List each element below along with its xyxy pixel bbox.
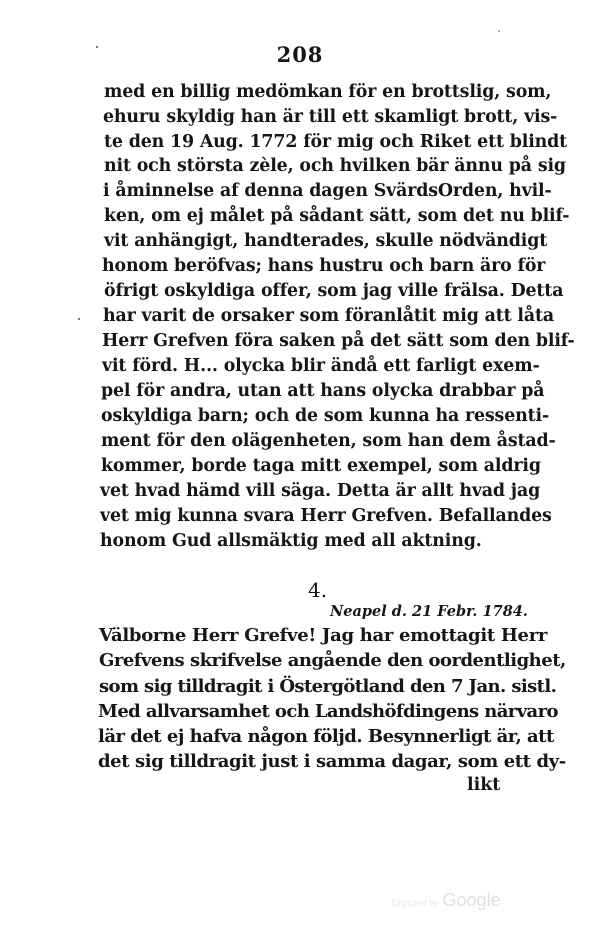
- watermark-small-text: Digitized by: [392, 898, 439, 908]
- text-line-16: kommer, borde taga mitt exempel, som aldrig: [101, 456, 541, 476]
- text-line-7: vit anhängigt, handterades, skulle nödvändigt: [104, 231, 548, 251]
- text-line-3: te den 19 Aug. 1772 för mig och Riket ett blindt: [104, 132, 568, 152]
- letter-line-3: som sig tilldragit i Östergötland den 7 Jan. sistl.: [99, 676, 557, 697]
- letter-line-1: Välborne Herr Grefve! Jag har emottagit Herr: [99, 625, 548, 646]
- text-line-15: ment för den olägenheten, som han dem åstad-: [101, 431, 556, 451]
- letter-line-4: Med allvarsamhet och Landshöfdingens närvaro: [98, 701, 558, 722]
- letter-line-2: Grefvens skrifvelse angående den oordentlighet,: [99, 650, 566, 671]
- text-line-10: har varit de orsaker som föranlåtit mig att låta: [103, 306, 554, 326]
- text-line-18: vet mig kunna svara Herr Grefven. Befallandes: [100, 506, 552, 526]
- text-line-14: oskyldiga barn; och de som kunna ha ressenti-: [101, 406, 550, 426]
- text-line-9: öfrigt oskyldiga offer, som jag ville frälsa. Detta: [104, 281, 564, 301]
- text-line-12: vit förd. H... olycka blir ändå ett farligt exem-: [102, 356, 540, 376]
- paper-speck: [498, 30, 500, 32]
- catchword: likt: [467, 775, 501, 795]
- paper-speck: [96, 46, 98, 48]
- text-line-17: vet hvad hämd vill säga. Detta är allt hvad jag: [100, 481, 541, 501]
- text-line-19: honom Gud allsmäktig med all aktning.: [100, 531, 482, 551]
- section-number: 4.: [308, 578, 328, 602]
- page-number: 208: [276, 42, 324, 67]
- text-line-13: pel för andra, utan att hans olycka drabbar på: [101, 381, 545, 401]
- text-line-4: nit och största zèle, och hvilken bär ännu på sig: [104, 156, 566, 176]
- text-line-6: ken, om ej målet på sådant sätt, som det nu blif-: [104, 206, 570, 226]
- paper-speck: [78, 318, 80, 320]
- text-line-5: i åminnelse af denna dagen SvärdsOrden, hvil-: [103, 181, 552, 201]
- digitization-watermark: [392, 890, 501, 911]
- text-line-11: Herr Grefven föra saken på det sätt som den blif-: [102, 331, 575, 351]
- text-line-1: med en billig medömkan för en brottslig, som,: [104, 82, 552, 102]
- text-line-8: honom beröfvas; hans hustru och barn äro för: [102, 256, 546, 276]
- watermark-brand: Google: [442, 890, 501, 910]
- letter-line-5: lär det ej hafva någon följd. Besynnerligt är, att: [98, 726, 554, 747]
- letter-line-6: det sig tilldragit just i samma dagar, som ett dy-: [98, 751, 566, 772]
- text-line-2: ehuru skyldig han är till ett skamligt brott, vis-: [103, 107, 558, 127]
- letter-dateline: Neapel d. 21 Febr. 1784.: [330, 603, 528, 620]
